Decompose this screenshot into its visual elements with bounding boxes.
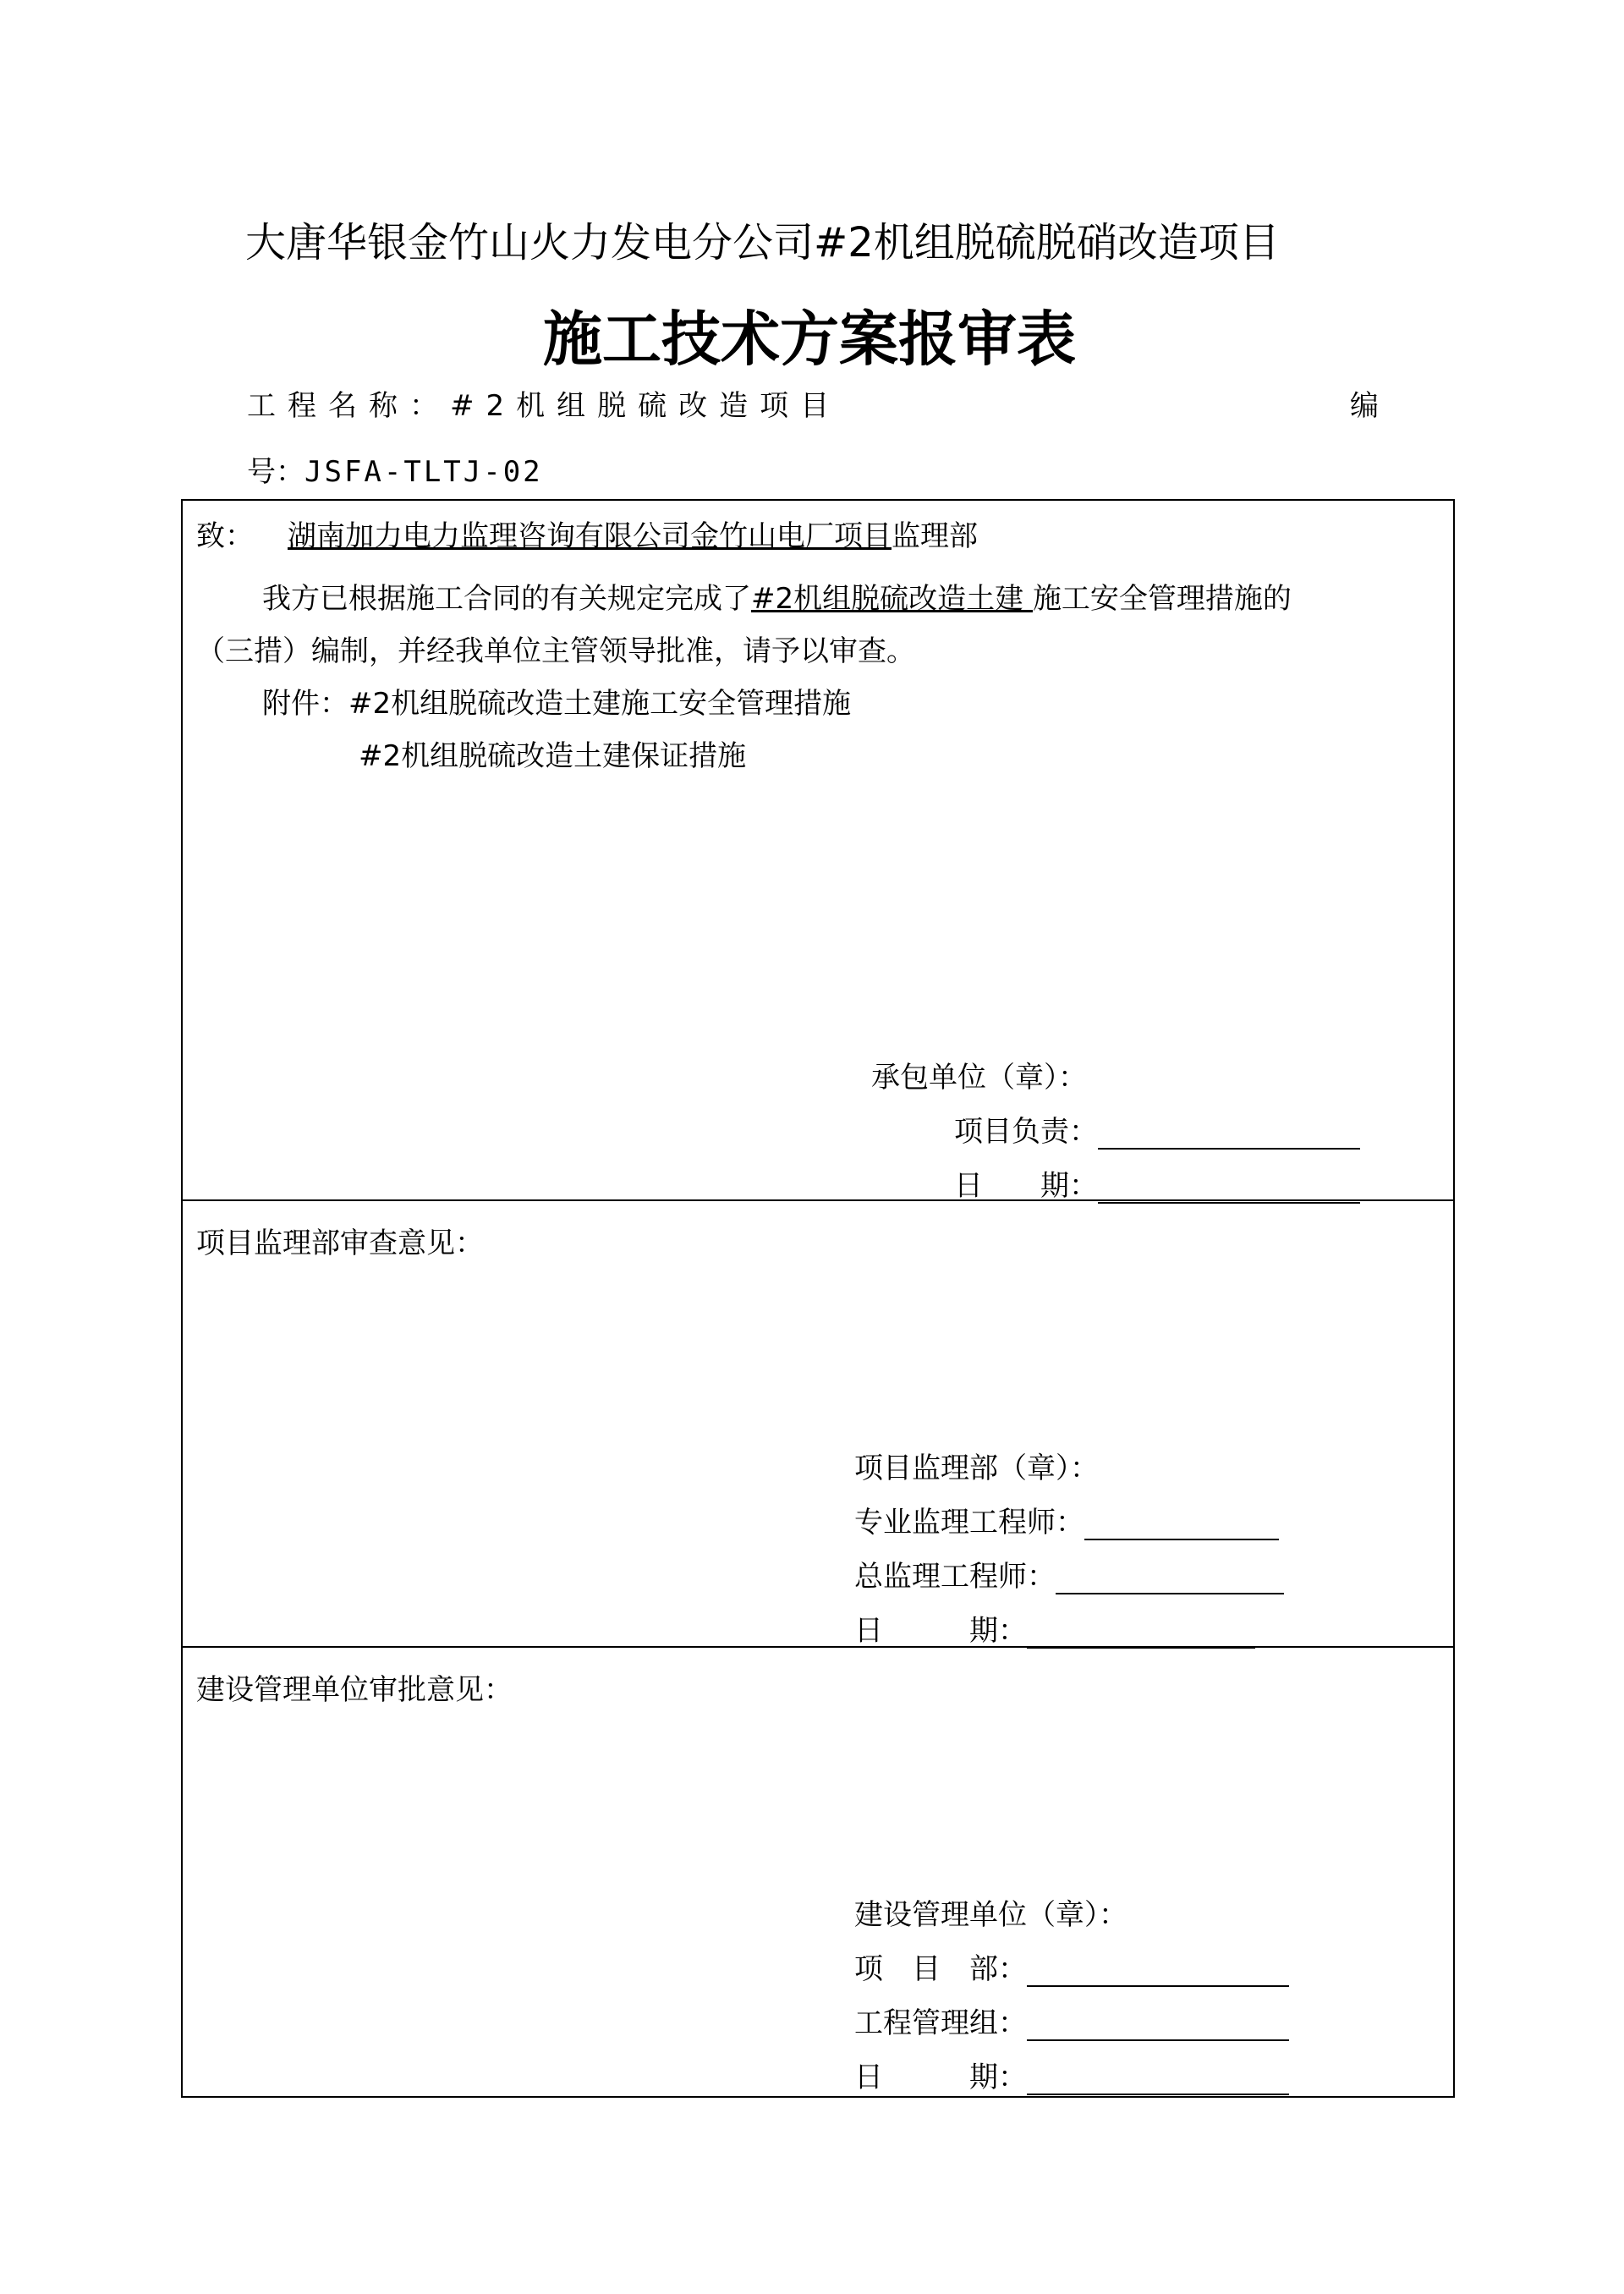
addressee-label: 致： [196,519,254,553]
specialty-engineer-row [854,1499,1279,1540]
engineering-group-blank[interactable] [1027,2012,1289,2041]
owner-approval-heading: 建设管理单位审批意见： [196,1673,513,1707]
project-dept-blank[interactable] [1027,1958,1289,1987]
contractor-seal-label: 承包单位（章）： [871,1061,1087,1095]
code-row [247,448,543,490]
body-line-2: （三措）编制，并经我单位主管领导批准，请予以审查。 [196,634,915,668]
supervision-review-heading: 项目监理部审查意见： [196,1227,484,1260]
code-label-part1: 编 [1350,389,1379,423]
engineering-group-label: 工程管理组： [854,2006,1027,2040]
section3-date-label: 日 期： [854,2061,1027,2094]
document-subtitle: 大唐华银金竹山火力发电分公司#2机组脱硫脱硝改造项目 [245,219,1280,266]
project-name-value: #2机组脱硫改造项目 [450,389,842,423]
code-label-part2: 号： [247,455,304,489]
body-text-post: 施工安全管理措施的 [1032,582,1292,616]
section2-date-blank[interactable] [1027,1620,1255,1649]
project-name-row [247,382,841,424]
addressee-org-suffix: 监理部 [892,519,978,553]
code-value: JSFA-TLTJ-02 [304,455,543,489]
section2-date-label: 日 期： [854,1614,1027,1648]
project-manager-row [954,1108,1360,1150]
addressee-row [196,513,978,554]
project-name-label: 工程名称： [247,389,450,423]
body-text-project: #2机组脱硫改造土建 [751,582,1033,616]
section1-date-label: 日 期： [954,1169,1098,1203]
specialty-engineer-label: 专业监理工程师： [854,1506,1084,1539]
chief-engineer-label: 总监理工程师： [854,1560,1056,1594]
divider-2 [181,1646,1455,1648]
specialty-engineer-blank[interactable] [1084,1512,1279,1540]
addressee-org: 湖南加力电力监理咨询有限公司金竹山电厂项目 [288,519,892,553]
attachment-2: #2机组脱硫改造土建保证措施 [359,739,747,773]
section1-date-row [954,1162,1360,1204]
section1-date-blank[interactable] [1098,1175,1360,1204]
document-title: 施工技术方案报审表 [543,304,1076,374]
chief-engineer-row [854,1553,1284,1594]
project-dept-row [854,1946,1289,1987]
owner-unit-seal-label: 建设管理单位（章）： [854,1898,1127,1932]
project-dept-label: 项 目 部： [854,1952,1027,1986]
project-manager-label: 项目负责： [954,1115,1098,1149]
body-line-1 [262,575,1292,617]
body-text-pre: 我方已根据施工合同的有关规定完成了 [262,582,751,616]
attachment-1: #2机组脱硫改造土建施工安全管理措施 [348,687,852,721]
section2-date-row [854,1607,1255,1649]
attachment-row-1 [262,680,851,722]
attachment-label: 附件： [262,687,348,721]
section3-date-row [854,2054,1289,2095]
project-manager-blank[interactable] [1098,1121,1360,1150]
section3-date-blank[interactable] [1027,2066,1289,2095]
chief-engineer-blank[interactable] [1056,1566,1284,1594]
supervision-dept-seal-label: 项目监理部（章）： [854,1452,1099,1485]
engineering-group-row [854,2000,1289,2041]
